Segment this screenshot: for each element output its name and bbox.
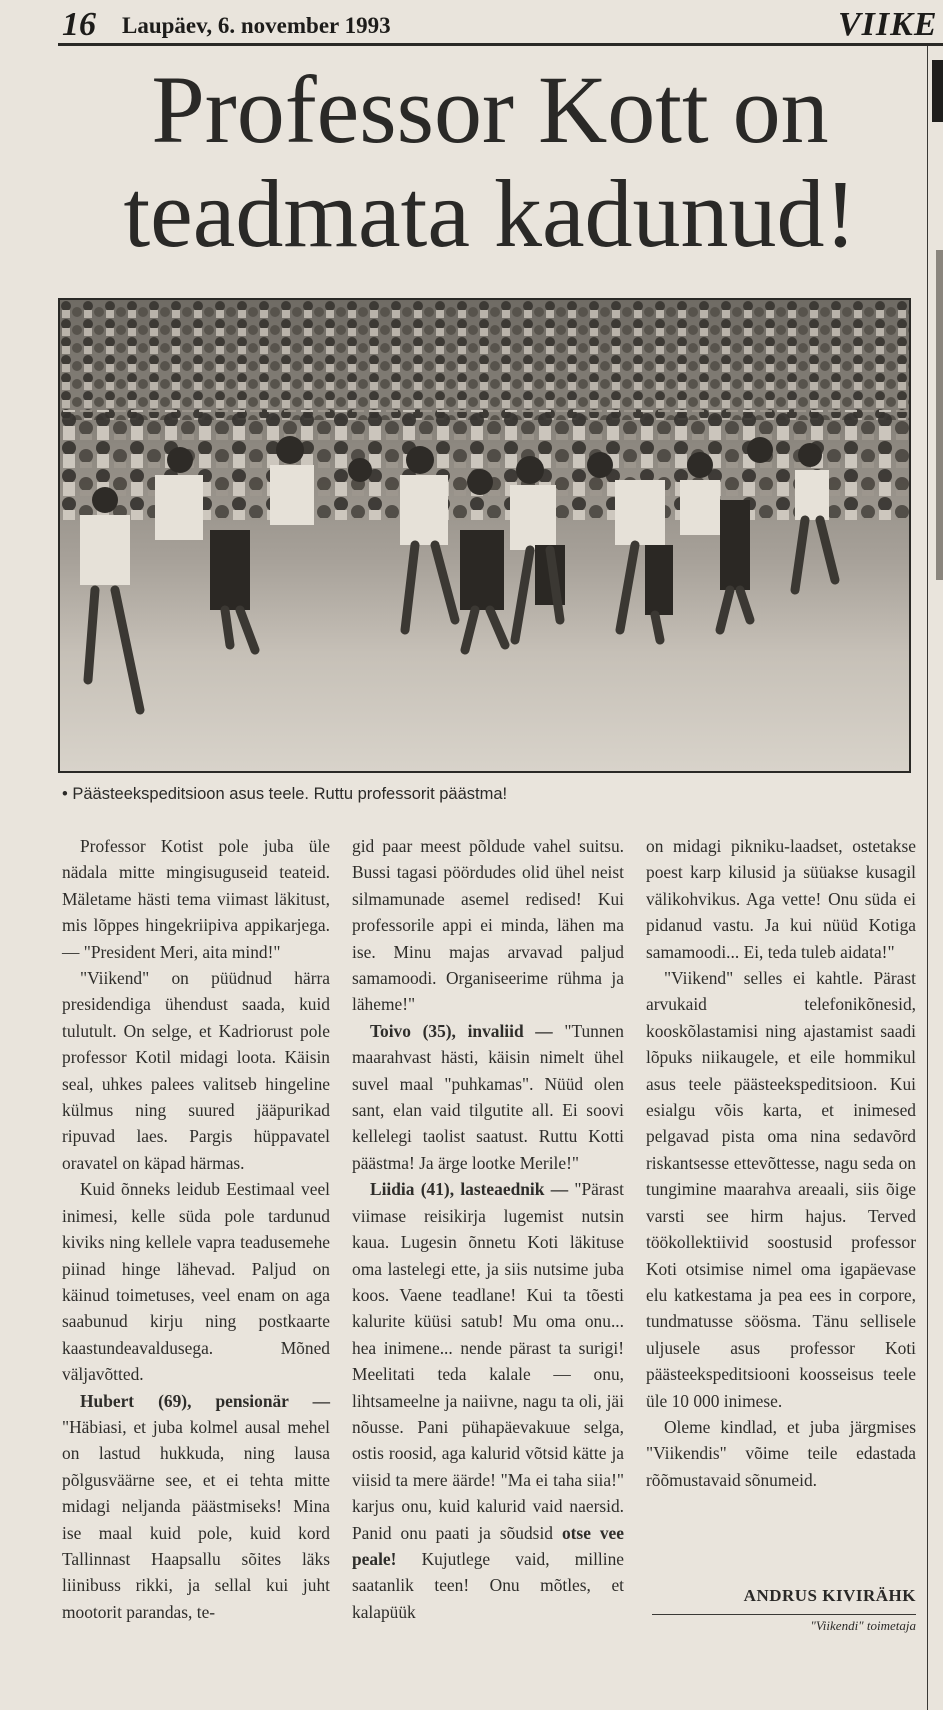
author-role: "Viikendi" toimetaja <box>810 1618 916 1633</box>
issue-date: Laupäev, 6. november 1993 <box>122 13 391 38</box>
emphasis: otse vee peale! <box>352 1522 624 1569</box>
masthead <box>62 6 943 44</box>
article-column-2 <box>352 833 624 1625</box>
adjacent-photo-fragment <box>936 250 943 580</box>
speaker-name: Hubert (69), pensionär — <box>80 1390 330 1411</box>
paragraph: Kuid õnneks leidub Eestimaal veel inimesi, kelle süda pole tardunud kiviks ning kellele vapra teadusemehe piinad hinge lähevad. Paljud on käinud toimetuses, veel enam on aga saabunud kirju ning postkaarte kaastundeavaldusega. Mõned väljavõtted. <box>62 1179 330 1385</box>
paragraph: Professor Kotist pole juba üle nädala mitte mingisuguseid teateid. Mäletame hästi tema viimast läkitust, mis lõppes hingekriipiva appikarjega. — "President Meri, aita mind!" <box>62 836 330 962</box>
headline-line-1: Professor Kott on <box>151 56 829 163</box>
paragraph: on midagi pikniku-laadset, ostetakse poest karp kilusid ja süüakse kusagil välikohvikus. Aga vette! Onu süda ei pidanud vastu. Ja kui nüüd Kotiga samamoodi... Ei, teda tuleb aidata!" <box>646 836 916 962</box>
marathon-photo <box>58 298 911 773</box>
letter-text: "Häbiasi, et juba kolmel ausal mehel on lastud hukkuda, ning lausa põlgusväärne see, et ei tehta mitte midagi neljanda päästmiseks! Mina ise maal kuid pole, kuid kord Tallinnast Haapsallu sõites läks liinibuss rikki, ja sellal kui juht mootorit parandas, te- <box>62 1416 330 1622</box>
paragraph: "Viikend" selles ei kahtle. Pärast arvukaid telefonikõnesid, kooskõlastamisi ning ajastamist saadi lõpuks niikaugele, et eile hommikul asus teele päästeekspeditsioon. Kui esialgu võis karta, et inimesed pelgavad pista oma nina sedavõrd riskantsesse ettevõttesse, nagu seda on tungimine maarahva areaali, siis õige varsti see hirm hajus. Terved töökollektiivid soostusid professor Koti otsimise nimel oma igapäevase elu katkestama ja pea ees in corpore, tundmatusse söösma. Tänu sellisele uljusele asus professor Koti päästeekspeditsiooni koosseisus teele üle 10 000 inimese. <box>646 968 916 1411</box>
article-column-3 <box>646 833 916 1493</box>
paragraph: "Viikend" on püüdnud härra presidendiga ühendust saada, kuid tulutult. On selge, et Kadriorust pole professor Kotil midagi loota. Käisin seal, uhkes palees valitseb hingeline külmus ning suured jääpurikad ripuvad laes. Pargis hüppavatel oravatel on käpad härmas. <box>62 968 330 1173</box>
letter-text: "Tunnen maarahvast hästi, käisin nimelt ühel suvel maal "puhkamas". Nüüd olen sant, elan vaid tilgutite all. Ei soovi kellelegi taolist saatust. Ruttu Kotti päästma! Ja ärge lootke Merile!" <box>352 1020 624 1173</box>
photo-caption: • Päästeekspeditsioon asus teele. Ruttu professorit päästma! <box>62 785 508 803</box>
speaker-name: Toivo (35), invaliid — <box>370 1020 553 1041</box>
article-headline <box>60 58 920 266</box>
section-title: VIIKE <box>838 6 938 43</box>
column-divider-right <box>927 46 928 1710</box>
article-column-1 <box>62 833 330 1625</box>
letter-toivo <box>352 1018 624 1176</box>
page-number: 16 <box>62 6 96 43</box>
author-byline: ANDRUS KIVIRÄHK <box>743 1586 916 1605</box>
letter-text: Kujutlege vaid, milline saatanlik teen! Onu mõtles, et kalapüük <box>352 1548 624 1622</box>
masthead-rule <box>58 43 943 46</box>
paragraph: gid paar meest põldude vahel suitsu. Bussi tagasi pöördudes olid ühel neist silmamunade asemel redised! Kui professorile appi ei minda, lähen ma ise. Minu majas arvavad paljud samamoodi. Organiseerime rühma ja läheme!" <box>352 836 624 1015</box>
letter-text: "Pärast viimase reisikirja lugemist nutsin kaua. Lugesin õnnetu Koti läkituse oma lastelegi ette, ja siis nutsime juba koos. Vaene teadlane! Kui ta tõesti kalurite küüsi satub! Mu oma onu... hea inimene... nende pärast ta surigi! Meelitati teda kalale — onu, lihtsameelne ja naiivne, nagu ta oli, jäi nõusse. Pani pühapäevakuue selga, ostis roosid, aga kalurid võtsid kätte ja viisid ta mere äärde! "Ma ei taha siia!" karjus onu, kuid kalurid vaid naersid. Panid onu paati ja sõudsid <box>352 1179 624 1543</box>
speaker-name: Liidia (41), lasteaednik — <box>370 1179 569 1200</box>
paragraph: Oleme kindlad, et juba järgmises "Viikendis" võime teile edastada rõõmustavaid sõnumeid. <box>646 1416 916 1490</box>
headline-line-2: teadmata kadunud! <box>123 160 857 267</box>
letter-liidia <box>352 1176 624 1625</box>
adjacent-column-fragment <box>932 60 943 122</box>
crowd-of-runners-illustration <box>60 300 909 771</box>
byline-rule <box>652 1614 916 1615</box>
letter-hubert <box>62 1388 330 1626</box>
